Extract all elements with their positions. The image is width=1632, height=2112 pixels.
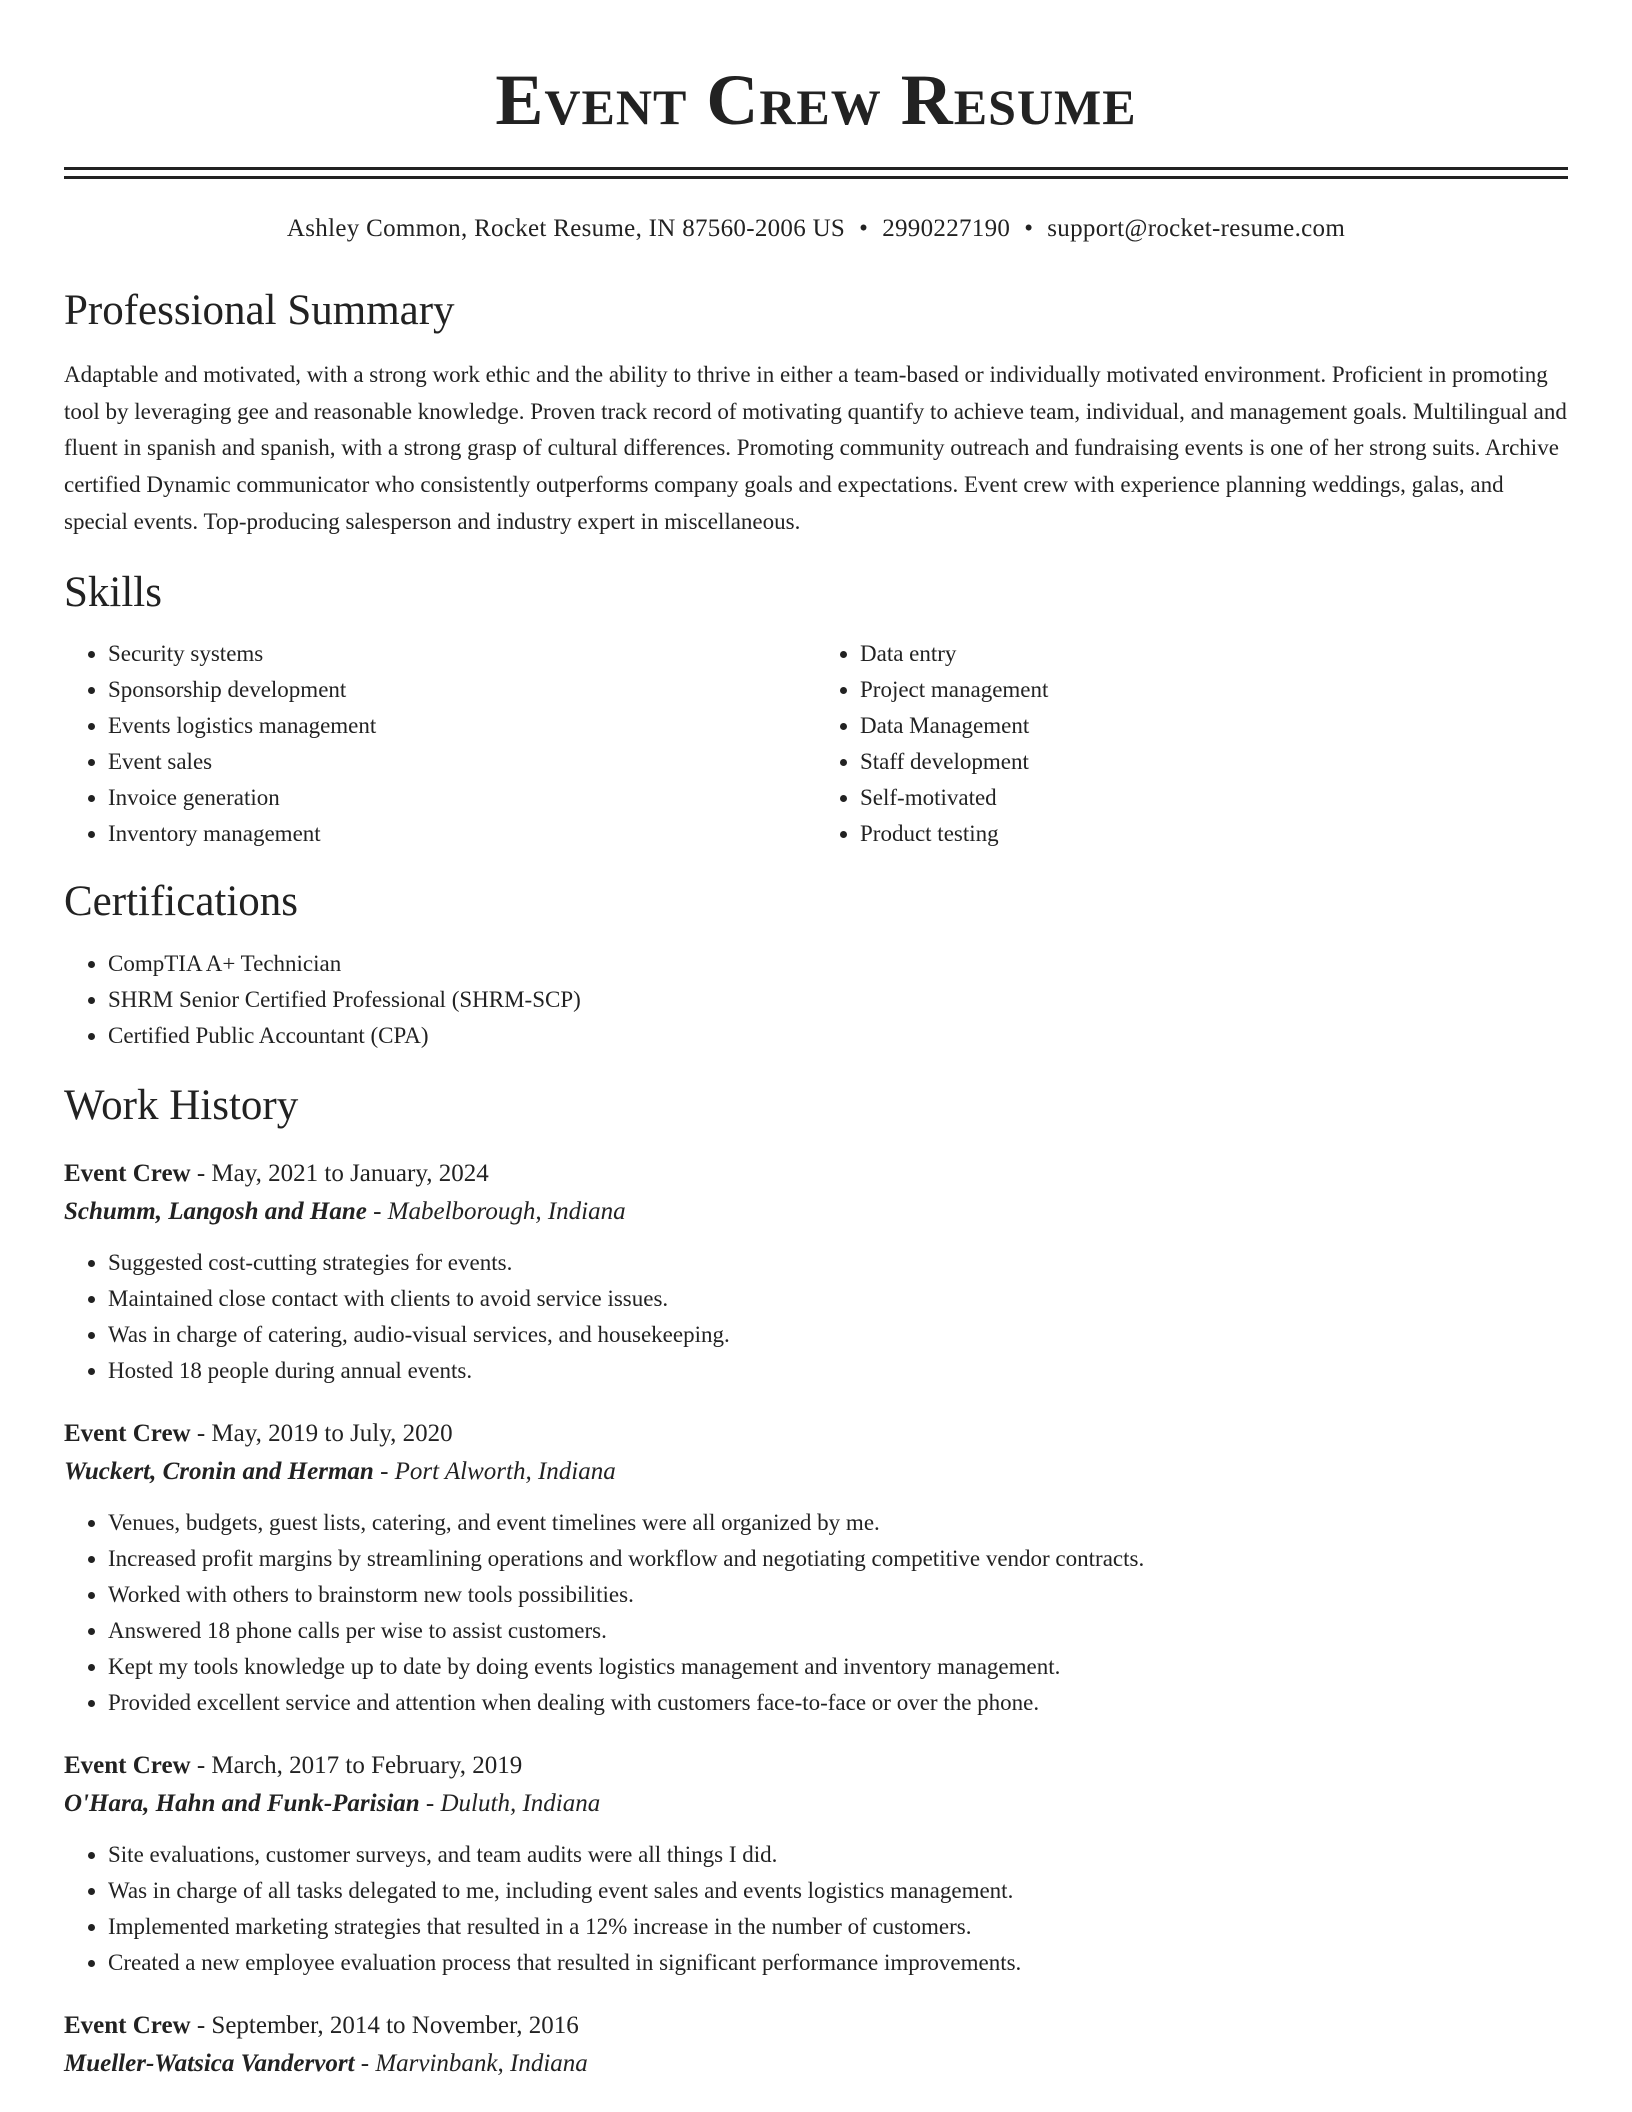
job-title-line: [64, 1415, 1568, 1453]
skill-item: • Project management: [860, 672, 1568, 708]
certifications-heading: Certifications: [64, 877, 299, 925]
job-title: Event Crew: [64, 1420, 191, 1448]
contact-phone: 2990227190: [882, 215, 1011, 242]
title-divider-bottom: [64, 176, 1568, 179]
skill-item: • Event sales: [108, 744, 816, 780]
skill-item: • Sponsorship development: [108, 672, 816, 708]
job-entry: [64, 1155, 1568, 1389]
job-bullet: • Site evaluations, customer surveys, and team audits were all things I did.: [108, 1837, 1568, 1873]
job-bullet: • Created a new employee evaluation process that resulted in significant performance improvements.: [108, 1945, 1568, 1981]
job-bullet: • Answered 18 phone calls per wise to assist customers.: [108, 1613, 1568, 1649]
job-company: Schumm, Langosh and Hane: [64, 1198, 367, 1226]
job-title-line: [64, 1747, 1568, 1785]
summary-heading: Professional Summary: [64, 287, 455, 334]
contact-address: Ashley Common, Rocket Resume, IN 87560-2006 US: [286, 215, 846, 242]
job-title-line: [64, 2007, 1568, 2045]
contact-separator: •: [1024, 215, 1034, 242]
page-title: Event Crew Resume: [495, 60, 1137, 140]
job-location: - Duluth, Indiana: [419, 1790, 601, 1818]
work-history-heading: Work History: [64, 1081, 299, 1129]
job-dates: - May, 2021 to January, 2024: [190, 1160, 489, 1188]
skill-item: • Staff development: [860, 744, 1568, 780]
job-bullet: • Maintained close contact with clients to avoid service issues.: [108, 1281, 1568, 1317]
job-entry: [64, 2007, 1568, 2083]
skill-item: • Inventory management: [108, 816, 816, 852]
job-bullet: • Suggested cost-cutting strategies for events.: [108, 1245, 1568, 1281]
certifications-list: [64, 946, 1568, 1054]
job-bullet: • Worked with others to brainstorm new tools possibilities.: [108, 1577, 1568, 1613]
job-title: Event Crew: [64, 1160, 191, 1188]
certification-item: • CompTIA A+ Technician: [108, 946, 1568, 982]
skills-list: [64, 636, 1568, 852]
job-company: Mueller-Watsica Vandervort: [64, 2050, 355, 2078]
job-dates: - March, 2017 to February, 2019: [190, 1752, 523, 1780]
title-divider-top: [64, 167, 1568, 170]
contact-line: [64, 215, 1568, 243]
skill-item: • Security systems: [108, 636, 816, 672]
skill-item: • Self-motivated: [860, 780, 1568, 816]
skills-heading: Skills: [64, 569, 162, 617]
skill-item: • Data entry: [860, 636, 1568, 672]
contact-email[interactable]: support@rocket-resume.com: [1047, 215, 1346, 242]
skill-item: • Events logistics management: [108, 708, 816, 744]
job-title: Event Crew: [64, 2012, 191, 2040]
job-location: - Port Alworth, Indiana: [373, 1458, 616, 1486]
certification-item: • Certified Public Accountant (CPA): [108, 1018, 1568, 1054]
summary-text: Adaptable and motivated, with a strong work ethic and the ability to thrive in either a team-based or individually motivated environment. Proficient in promoting tool by leveraging gee and reasonable knowledge. Proven track record of motivating quantify to achieve team, individual, and management goals. Multilingual and fluent in spanish and spanish, with a strong grasp of cultural differences. Promoting community outreach and fundraising events is one of her strong suits. Archive certified Dynamic communicator who consistently outperforms company goals and expectations. Event crew with experience planning weddings, galas, and special events. Top-producing salesperson and industry expert in miscellaneous.: [64, 362, 1567, 534]
job-entry: [64, 1415, 1568, 1721]
job-bullet: • Provided excellent service and attention when dealing with customers face-to-face or over the phone.: [108, 1685, 1568, 1721]
job-bullets: [64, 1505, 1568, 1721]
skills-column-left: [64, 636, 816, 852]
job-title-line: [64, 1155, 1568, 1193]
job-bullet: • Was in charge of all tasks delegated to me, including event sales and events logistics management.: [108, 1873, 1568, 1909]
job-bullet: • Venues, budgets, guest lists, catering, and event timelines were all organized by me.: [108, 1505, 1568, 1541]
job-bullet: • Increased profit margins by streamlining operations and workflow and negotiating competitive vendor contracts.: [108, 1541, 1568, 1577]
job-company-line: [64, 1453, 1568, 1491]
job-bullet: • Hosted 18 people during annual events.: [108, 1353, 1568, 1389]
job-location: - Mabelborough, Indiana: [366, 1198, 626, 1226]
skills-column-right: [816, 636, 1568, 852]
job-title: Event Crew: [64, 1752, 191, 1780]
contact-separator: •: [859, 215, 869, 242]
skill-item: • Product testing: [860, 816, 1568, 852]
job-company-line: [64, 1193, 1568, 1231]
job-dates: - May, 2019 to July, 2020: [190, 1420, 453, 1448]
job-bullets: [64, 1837, 1568, 1981]
job-bullets: [64, 1245, 1568, 1389]
job-bullet: • Was in charge of catering, audio-visual services, and housekeeping.: [108, 1317, 1568, 1353]
certification-item: • SHRM Senior Certified Professional (SHRM-SCP): [108, 982, 1568, 1018]
job-location: - Marvinbank, Indiana: [354, 2050, 588, 2078]
job-company-line: [64, 1785, 1568, 1823]
job-bullet: • Implemented marketing strategies that resulted in a 12% increase in the number of customers.: [108, 1909, 1568, 1945]
skill-item: • Data Management: [860, 708, 1568, 744]
job-company: Wuckert, Cronin and Herman: [64, 1458, 374, 1486]
skill-item: • Invoice generation: [108, 780, 816, 816]
job-entry: [64, 1747, 1568, 1981]
job-company: O'Hara, Hahn and Funk-Parisian: [64, 1790, 420, 1818]
job-company-line: [64, 2045, 1568, 2083]
job-dates: - September, 2014 to November, 2016: [190, 2012, 579, 2040]
job-bullet: • Kept my tools knowledge up to date by doing events logistics management and inventory management.: [108, 1649, 1568, 1685]
